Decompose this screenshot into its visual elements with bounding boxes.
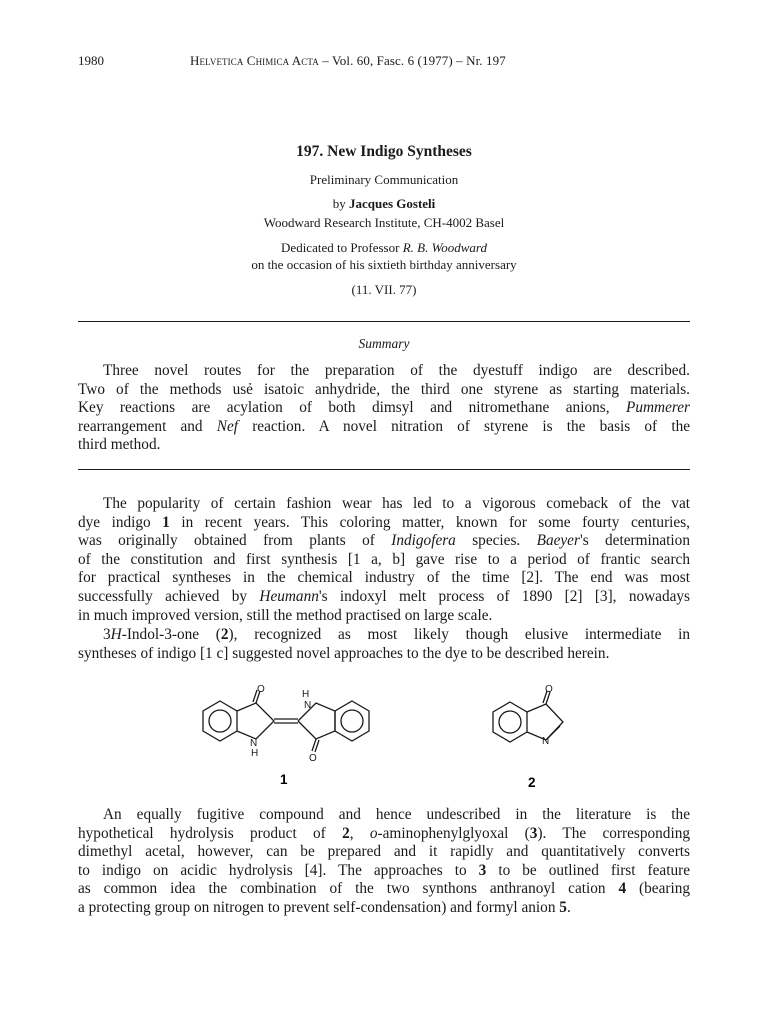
body-line bbox=[78, 626, 690, 645]
dedication-prefix: Dedicated to Professor bbox=[281, 240, 403, 255]
body-text: . bbox=[566, 898, 571, 916]
body-line: The popularity of certain fashion wear has led to a vigorous comeback of the vat bbox=[103, 495, 690, 512]
body-text: dye indigo bbox=[78, 513, 163, 531]
nitrogen-label: N bbox=[250, 738, 258, 749]
body-text: to be outlined first feature bbox=[486, 861, 690, 879]
oxygen-label: O bbox=[545, 684, 553, 695]
genus-name: Indigofera bbox=[391, 532, 456, 550]
indigo-atom-labels bbox=[250, 684, 317, 764]
body-line: syntheses of indigo [1 c] suggested novel approaches to the dye to be described herein. bbox=[78, 644, 610, 662]
summary-line-text: rearrangement and bbox=[78, 417, 217, 435]
cn-double-bond bbox=[548, 726, 560, 738]
summary-bottom-rule bbox=[78, 469, 690, 470]
summary-line-text: reaction. A novel nitration of styrene is the basis of the bbox=[238, 417, 691, 435]
dedication-line-2: on the occasion of his sixtieth birthday anniversary bbox=[251, 257, 517, 272]
person-name: Heumann bbox=[259, 587, 319, 605]
summary-line bbox=[78, 399, 690, 418]
indolone-structure bbox=[493, 691, 563, 742]
oxygen-label: O bbox=[257, 684, 265, 695]
body-text: 3 bbox=[103, 626, 111, 643]
nef-term: Nef bbox=[216, 417, 239, 435]
body-text: hypothetical hydrolysis product of bbox=[78, 824, 343, 842]
five-membered-ring bbox=[527, 704, 563, 740]
summary-line-text: Key reactions are acylation of both dimsyl and nitromethane anions, bbox=[78, 399, 626, 417]
journal-citation bbox=[190, 53, 506, 69]
compound-ref: 5 bbox=[559, 898, 567, 916]
benzene-ring-left bbox=[203, 701, 237, 741]
institution: Woodward Research Institute, CH-4002 Basel bbox=[263, 215, 505, 230]
summary-line bbox=[78, 418, 690, 437]
body-line bbox=[78, 899, 690, 918]
compound-2-label: 2 bbox=[528, 775, 536, 790]
dedication-name: R. B. Woodward bbox=[402, 240, 487, 255]
body-line: dimethyl acetal, however, can be prepared and it rapidly and quantitatively converts bbox=[78, 843, 690, 861]
body-text: a protecting group on nitrogen to prevent self-condensation) and formyl anion bbox=[78, 898, 560, 916]
body-line bbox=[78, 532, 690, 551]
body-line: An equally fugitive compound and hence undescribed in the literature is the bbox=[103, 806, 690, 823]
body-line bbox=[78, 862, 690, 881]
body-text: ). The corresponding bbox=[537, 824, 690, 842]
by-prefix: by bbox=[332, 196, 349, 211]
hydrogen-label: H bbox=[251, 748, 259, 759]
body-text: ), recognized as most likely though elusive intermediate in bbox=[228, 626, 690, 643]
body-text: , bbox=[349, 824, 370, 842]
compound-ref: 2 bbox=[342, 824, 350, 842]
aromatic-circle-right bbox=[341, 710, 363, 732]
article-subtitle: Preliminary Communication bbox=[309, 172, 459, 187]
body-line bbox=[78, 514, 690, 533]
body-line bbox=[78, 880, 690, 899]
summary-line: Two of the methods usẻ isatoic anhydride, the third one styrene as starting materials. bbox=[78, 380, 690, 398]
summary-text bbox=[78, 362, 690, 455]
structures-svg bbox=[190, 682, 590, 794]
body-text: as common idea the combination of the two synthons anthranoyl cation bbox=[78, 880, 619, 898]
byline bbox=[78, 196, 690, 212]
body-text: (bearing bbox=[626, 880, 690, 898]
page-number: 1980 bbox=[78, 53, 104, 68]
compound-ref: 2 bbox=[220, 626, 229, 643]
compound-ref: 4 bbox=[618, 880, 627, 898]
structures-figure bbox=[190, 682, 590, 794]
body-line: of the constitution and first synthesis [1 a, b] gave rise to a period of frantic search bbox=[78, 550, 690, 568]
indolone-atom-labels bbox=[542, 684, 553, 747]
article-title: 197. New Indigo Syntheses bbox=[296, 143, 472, 160]
compound-ref: 1 bbox=[162, 513, 170, 531]
dedication-line-1 bbox=[78, 240, 690, 256]
journal-issue: – Vol. 60, Fasc. 6 (1977) – Nr. 197 bbox=[318, 53, 506, 68]
body-paragraph-2 bbox=[78, 626, 690, 663]
summary-line: Three novel routes for the preparation of the dyestuff indigo are described. bbox=[103, 362, 690, 379]
body-paragraph-3 bbox=[78, 806, 690, 918]
summary-heading: Summary bbox=[358, 336, 410, 351]
body-text: species. bbox=[455, 532, 537, 550]
body-text: -Indol-3-one ( bbox=[121, 626, 221, 643]
received-date: (11. VII. 77) bbox=[351, 282, 417, 297]
locant: H bbox=[110, 626, 122, 643]
nitrogen-label: N bbox=[304, 700, 312, 711]
body-text: 's indoxyl melt process of 1890 [2] [3], nowadays bbox=[318, 587, 690, 605]
body-line: for practical syntheses in the chemical industry of the time [2]. The end was most bbox=[78, 569, 690, 587]
compound-ref: 3 bbox=[529, 824, 538, 842]
body-text: in recent years. This coloring matter, known for some fourty centuries, bbox=[169, 513, 690, 531]
body-text: 's determination bbox=[579, 532, 690, 550]
body-line: in much improved version, still the method practised on large scale. bbox=[78, 606, 493, 624]
oxygen-label: O bbox=[309, 753, 317, 764]
benzene-ring-right bbox=[335, 701, 369, 741]
aromatic-circle-left bbox=[209, 710, 231, 732]
journal-name: Helvetica Chimica Acta bbox=[190, 53, 319, 68]
summary-line: third method. bbox=[78, 436, 161, 454]
indigo-structure bbox=[203, 690, 369, 752]
compound-1-label: 1 bbox=[280, 772, 288, 787]
locant: o bbox=[369, 824, 378, 842]
benzene-ring bbox=[493, 702, 527, 742]
compound-ref: 3 bbox=[478, 861, 487, 879]
pyrrolone-ring-left bbox=[237, 703, 274, 739]
summary-top-rule bbox=[78, 321, 690, 322]
pummerer-term: Pummerer bbox=[625, 399, 690, 417]
hydrogen-label: H bbox=[302, 689, 310, 700]
nitrogen-label: N bbox=[542, 736, 550, 747]
body-line bbox=[78, 588, 690, 607]
body-paragraph-1 bbox=[78, 495, 690, 625]
aromatic-circle bbox=[499, 711, 521, 733]
author-name: Jacques Gosteli bbox=[348, 196, 436, 211]
person-name: Baeyer bbox=[536, 532, 580, 550]
body-line bbox=[78, 825, 690, 844]
body-text: was originally obtained from plants of bbox=[78, 532, 392, 550]
body-text: successfully achieved by bbox=[78, 587, 260, 605]
body-text: to indigo on acidic hydrolysis [4]. The approaches to bbox=[78, 861, 479, 879]
body-text: -aminophenylglyoxal ( bbox=[377, 824, 530, 842]
